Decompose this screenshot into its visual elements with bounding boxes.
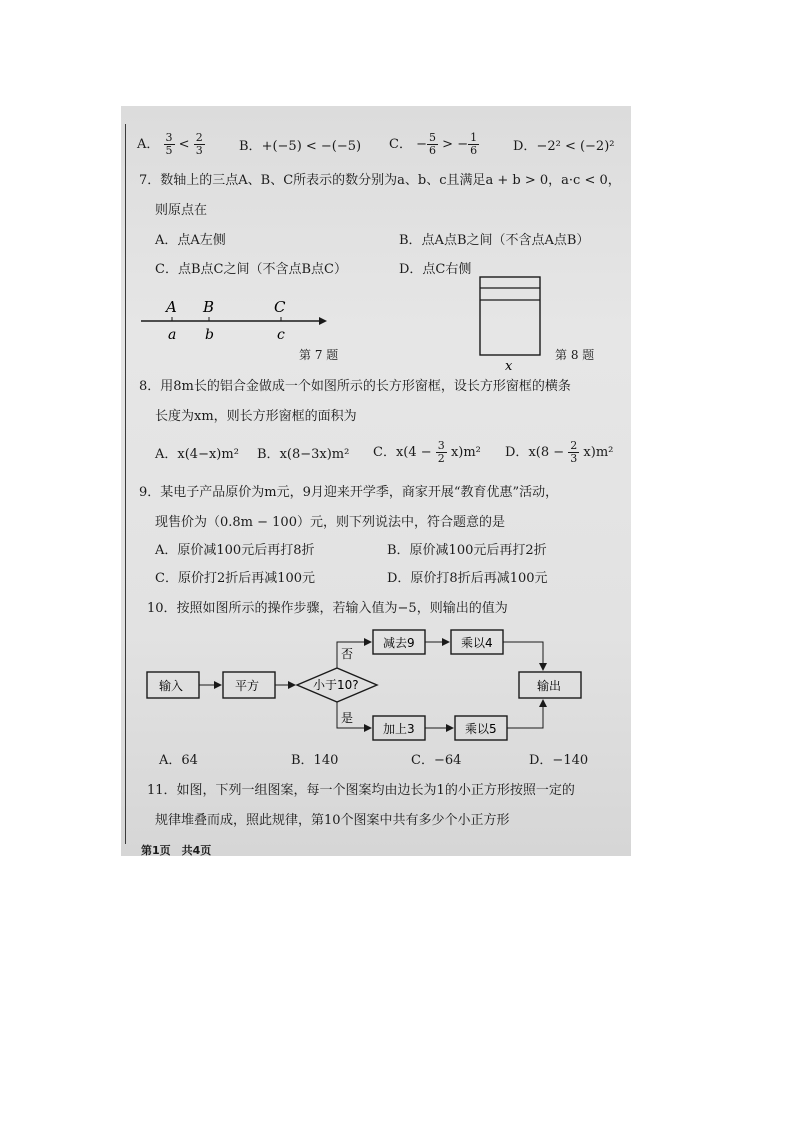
q6-a-left-fraction: $\frac{3}{5}$: [165, 131, 173, 157]
flow-minus9-label: 减去9: [383, 636, 415, 650]
number-line-arrow: [319, 317, 327, 325]
q8-option-a: A．x(4−x)m²: [155, 447, 239, 462]
q7-stem-line1: 7．数轴上的三点A、B、C所表示的数分别为a、b、c且满足a + b > 0，a·c < 0，: [139, 173, 621, 188]
q6-option-d: D．−2² < (−2)²: [513, 139, 615, 154]
q8-option-c: C．x(4 − $\frac{3}{2}$ x)m²: [373, 439, 481, 465]
q8-figure-caption: 第 8 题: [555, 348, 595, 362]
flow-condition-label: 小于10?: [313, 678, 359, 692]
q8-option-d: D．x(8 − $\frac{2}{3}$ x)m²: [505, 439, 614, 465]
q8-option-b: B．x(8−3x)m²: [257, 447, 350, 462]
window-outer-rect: [480, 277, 540, 355]
scanned-exam-page: [121, 106, 631, 856]
value-c-label: c: [277, 327, 285, 343]
q10-option-d: D．−140: [529, 753, 589, 768]
q9-option-c: C．原价打2折后再减100元: [155, 571, 316, 586]
q9-option-b: B．原价减100元后再打2折: [387, 543, 547, 558]
q7-figure-caption: 第 7 题: [299, 348, 339, 362]
q6-option-c: C． − $\frac{5}{6}$ > − $\frac{1}{6}$: [389, 131, 478, 157]
flow-input-label: 输入: [159, 679, 184, 693]
q7-stem-line2: 则原点在: [155, 203, 208, 218]
q11-stem-line2: 规律堆叠而成，照此规律，第10个图案中共有多少个小正方形: [155, 813, 510, 828]
q8-stem-line2: 长度为xm，则长方形窗框的面积为: [155, 409, 357, 424]
q9-option-d: D．原价打8折后再减100元: [387, 571, 548, 586]
q8-window-frame-figure: [477, 274, 547, 372]
page-footer: 第1页 共4页: [141, 844, 212, 856]
flow-yes-label: 是: [341, 711, 354, 725]
q11-stem-line1: 11．如图，下列一组图案，每一个图案均由边长为1的小正方形按照一定的: [147, 783, 575, 798]
q9-stem-line2: 现售价为（0.8m − 100）元，则下列说法中，符合题意的是: [155, 515, 505, 530]
left-margin-line: [125, 124, 126, 844]
point-B-label: B: [203, 298, 215, 316]
q7-option-d: D．点C右侧: [399, 262, 472, 277]
q9-stem-line1: 9．某电子产品原价为m元，9月迎来开学季，商家开展“教育优惠”活动，: [139, 485, 559, 500]
q7-option-c: C．点B点C之间（不含点B点C）: [155, 262, 347, 277]
flow-output-label: 输出: [537, 679, 562, 693]
point-A-label: A: [166, 298, 177, 316]
flow-times4-label: 乘以4: [461, 636, 493, 650]
flow-square-label: 平方: [235, 679, 260, 693]
q10-stem: 10．按照如图所示的操作步骤，若输入值为−5，则输出的值为: [147, 601, 508, 616]
flow-arrow-times5-output: [507, 700, 543, 728]
q10-option-c: C．−64: [411, 753, 462, 768]
window-width-label: x: [505, 359, 513, 372]
q10-option-b: B．140: [291, 753, 339, 768]
q6-option-a: A． $\frac{3}{5}$ < $\frac{2}{3}$: [137, 131, 203, 157]
value-b-label: b: [205, 327, 214, 343]
value-a-label: a: [168, 327, 177, 343]
q7-option-a: A．点A左侧: [155, 233, 226, 248]
q8-stem-line1: 8．用8m长的铝合金做成一个如图所示的长方形窗框，设长方形窗框的横条: [139, 379, 571, 394]
q7-number-line-figure: [139, 292, 339, 354]
q10-option-a: A．64: [159, 753, 198, 768]
q10-flowchart: [141, 624, 621, 744]
point-C-label: C: [274, 298, 286, 316]
flow-no-label: 否: [341, 647, 354, 661]
flow-times5-label: 乘以5: [465, 722, 497, 736]
q6-option-b: B．+(−5) < −(−5): [239, 139, 362, 154]
q9-option-a: A．原价减100元后再打8折: [155, 543, 315, 558]
q6-a-right-fraction: $\frac{2}{3}$: [195, 131, 203, 157]
q7-option-b: B．点A点B之间（不含点A点B）: [399, 233, 590, 248]
flow-arrow-times4-output: [503, 642, 543, 670]
flow-plus3-label: 加上3: [383, 722, 415, 736]
